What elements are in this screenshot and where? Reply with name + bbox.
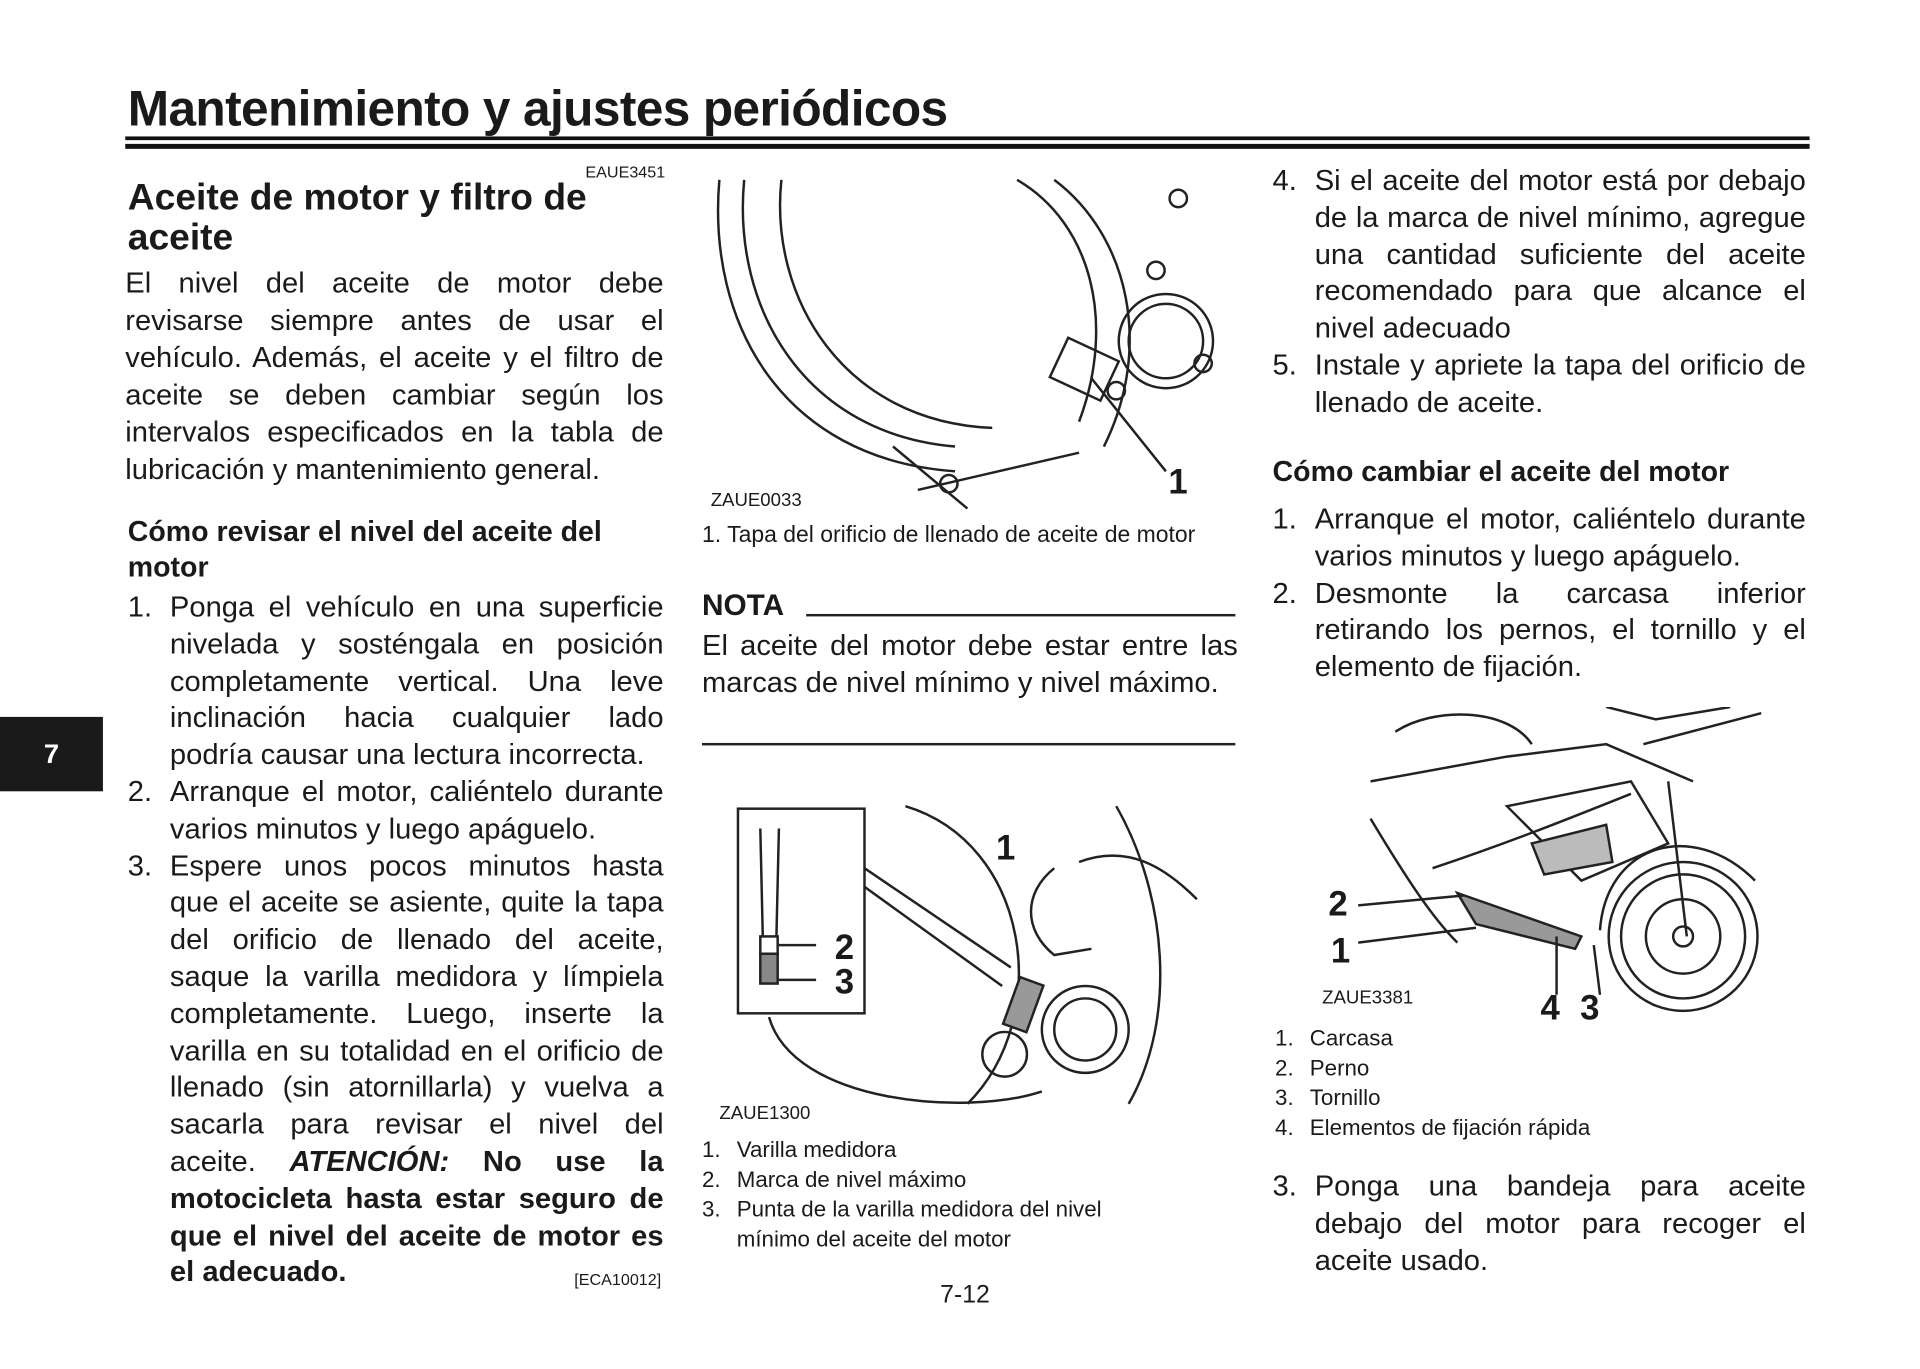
fig2-callout-3: 3: [834, 962, 855, 1001]
step-item: [1273, 1168, 1806, 1279]
fig3-callout-3: 3: [1580, 988, 1600, 1027]
step-text: Instale y apriete la tapa del orificio de llenado de aceite.: [1314, 348, 1806, 418]
check-steps-continued: [1273, 162, 1806, 421]
note-text: El aceite del motor debe estar entre las marcas de nivel mínimo y nivel máximo.: [702, 628, 1238, 699]
step-number: 3.: [127, 849, 153, 882]
caption-item: [1275, 1113, 1771, 1143]
step-text: Desmonte la carcasa inferior retirando los pernos, el tornillo y el elemento de fijación.: [1314, 576, 1806, 683]
caption-text: Carcasa: [1309, 1025, 1393, 1051]
fig2-captions: [702, 1135, 1173, 1254]
step-text: Si el aceite del motor está por debajo de la marca de nivel mínimo, agregue una cantidad suficiente del aceite recomendado para que alcance el nivel adecuado: [1314, 163, 1806, 344]
caution-code: [ECA10012]: [574, 1270, 662, 1289]
step-text: Ponga una bandeja para aceite debajo del motor para recoger el aceite usado.: [1314, 1169, 1806, 1276]
caption-item: [702, 1135, 1173, 1165]
step-number: 5.: [1272, 348, 1297, 381]
caption-number: 4.: [1275, 1115, 1294, 1140]
caption-text: Perno: [1309, 1055, 1370, 1081]
fig3-callout-1: 1: [1330, 931, 1351, 970]
caption-number: 2.: [1275, 1055, 1294, 1081]
step-item: [1273, 575, 1806, 686]
fig2-code: ZAUE1300: [719, 1102, 811, 1124]
fig3-callout-4: 4: [1540, 988, 1560, 1027]
step-text: Arranque el motor, caliéntelo durante varios minutos y luego apáguelo.: [169, 775, 664, 845]
caption-number: 1.: [702, 1137, 721, 1163]
caption-item: [1275, 1083, 1771, 1113]
step-text: Ponga el vehículo en una superficie nivelada y sosténgala en posición completamente vertical. Una leve inclinación hacia cualquier lado podría causar una lectura incorrecta.: [169, 590, 664, 771]
section-code: EAUE3451: [585, 162, 666, 182]
page-number: 7-12: [940, 1281, 990, 1309]
note-bottom-rule: [702, 743, 1235, 745]
step-text: Arranque el motor, caliéntelo durante varios minutos y luego apáguelo.: [1314, 502, 1806, 572]
caption-number: 3.: [702, 1196, 721, 1222]
oil-filler-cap-illustration: [707, 174, 1240, 515]
caption-number: 2.: [702, 1167, 721, 1192]
caption-text: Punta de la varilla medidora del nivel mínimo del aceite del motor: [736, 1196, 1102, 1252]
dipstick-illustration: [719, 794, 1215, 1110]
check-steps: [128, 589, 664, 1291]
fig2-callout-1: 1: [995, 828, 1016, 867]
subheading-check-level: Cómo revisar el nivel del aceite del motor: [127, 514, 602, 583]
step-number: 4.: [1272, 163, 1297, 196]
step-number: 2.: [1272, 576, 1297, 609]
note-rule: [806, 614, 1235, 616]
intro-paragraph: El nivel del aceite de motor debe revisarse siempre antes de usar el vehículo. Además, el aceite y el filtro de aceite se deben cambiar según los intervalos especificados en la tabla de lubricación y mantenimiento general.: [125, 266, 664, 485]
step-item: [1273, 162, 1806, 347]
fig2-callout-2: 2: [834, 927, 855, 967]
title-rule-thick: [125, 144, 1809, 149]
caption-item: [702, 1165, 1173, 1195]
warning-text: No use la motocicleta hasta estar seguro de que el nivel del aceite de motor es el adecuado.: [169, 1144, 664, 1288]
note-label: NOTA: [702, 589, 785, 623]
fig1-code: ZAUE0033: [710, 489, 802, 512]
step-text: Espere unos pocos minutos hasta que el aceite se asiente, quite la tapa del orificio de llenado del aceite, saque la varilla medidora y límpiela completamente. Luego, inserte la varilla en su totalidad en el orificio de llenado (sin atornillarla) y vuelva a sacarla para revisar el nivel del aceite.: [169, 849, 664, 1177]
caption-item: [702, 1194, 1173, 1254]
warning-label: ATENCIÓN:: [289, 1144, 450, 1177]
step-item: [128, 589, 664, 774]
fig3-callout-2: 2: [1328, 884, 1348, 923]
step-item: [128, 774, 664, 848]
chapter-tab: 7: [0, 717, 103, 791]
step-number: 1.: [1272, 502, 1297, 535]
step-number: 1.: [127, 590, 153, 623]
step-item: [128, 848, 664, 1291]
caption-text: Marca de nivel máximo: [736, 1167, 967, 1192]
fig3-captions: [1275, 1023, 1771, 1142]
title-rule: [125, 136, 1809, 140]
caption-text: Varilla medidora: [736, 1137, 897, 1163]
step-item: [1273, 347, 1806, 421]
caption-text: Elementos de fijación rápida: [1309, 1115, 1591, 1140]
motorcycle-lower-cowl-illustration: [1358, 707, 1767, 1029]
subheading-change-oil: Cómo cambiar el aceite del motor: [1272, 455, 1730, 488]
step-number: 2.: [127, 775, 153, 808]
change-steps-continued: [1273, 1168, 1806, 1279]
fig3-code: ZAUE3381: [1322, 987, 1414, 1009]
caption-number: 3.: [1275, 1085, 1294, 1111]
step-item: [1273, 501, 1806, 575]
section-heading: Aceite de motor y filtro de aceite: [127, 177, 587, 258]
change-steps: [1273, 501, 1806, 686]
step-number: 3.: [1272, 1169, 1297, 1202]
fig1-caption: 1. Tapa del orificio de llenado de aceite de motor: [702, 520, 1196, 547]
caption-item: [1275, 1053, 1771, 1083]
caption-number: 1.: [1275, 1025, 1294, 1051]
caption-item: [1275, 1023, 1771, 1053]
caption-text: Tornillo: [1309, 1085, 1381, 1111]
page-title: Mantenimiento y ajustes periódicos: [127, 81, 948, 137]
fig1-callout: 1: [1168, 462, 1188, 502]
